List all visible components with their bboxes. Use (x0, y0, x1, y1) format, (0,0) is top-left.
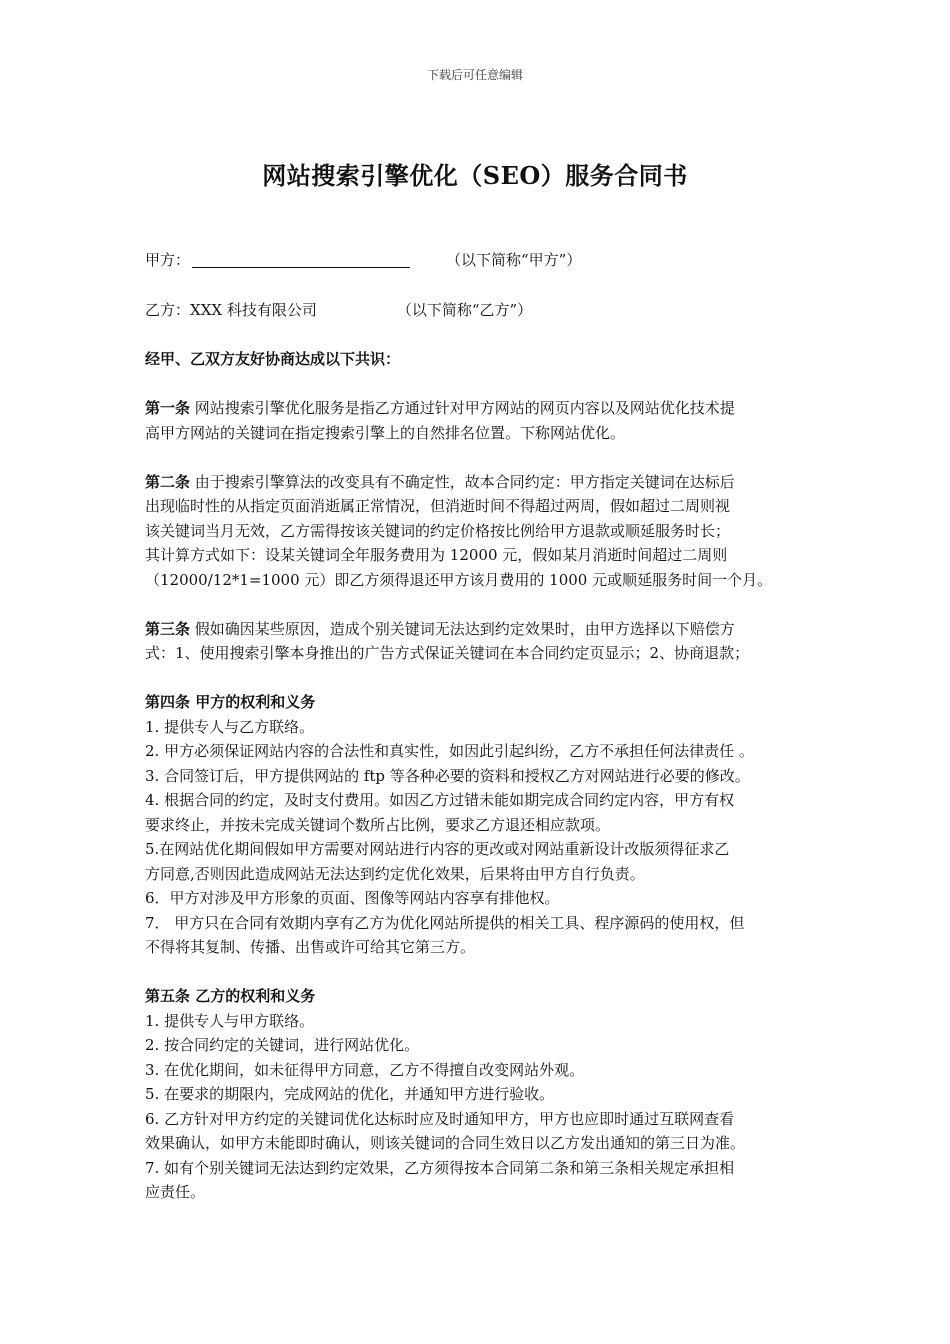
article-3-line: 式：1、使用搜索引擎本身推出的广告方式保证关键词在本合同约定页显示；2、协商退款； (145, 644, 750, 662)
article-4-item: 3. 合同签订后，甲方提供网站的 ftp 等各种必要的资料和授权乙方对网站进行必要的修改。 (145, 766, 750, 785)
document-title: 网站搜索引擎优化（SEO）服务合同书 (262, 161, 688, 190)
article-5-item: 3. 在优化期间，如未征得甲方同意，乙方不得擅自改变网站外观。 (145, 1060, 585, 1079)
article-4-heading: 第四条 甲方的权利和义务 (145, 693, 316, 711)
party-b-abbr: （以下简称“乙方”） (396, 300, 533, 319)
article-5-item: 6. 乙方针对甲方约定的关键词优化达标时应及时通知甲方，甲方也应即时通过互联网查看 (145, 1109, 735, 1128)
article-1 (145, 396, 810, 445)
article-2-heading: 第二条 (145, 472, 191, 491)
article-4 (145, 690, 810, 960)
article-5-item: 7. 如有个别关键词无法达到约定效果，乙方须得按本合同第二条和第三条相关规定承担相 (145, 1158, 735, 1177)
article-4-item: 7． 甲方只在合同有效期内享有乙方为优化网站所提供的相关工具、程序源码的使用权，但 (145, 913, 745, 932)
article-2-line: 由于搜索引擎算法的改变具有不确定性，故本合同约定：甲方指定关键词在达标后 (190, 472, 735, 491)
party-a-row (145, 248, 810, 273)
article-1-heading: 第一条 (145, 399, 191, 417)
article-2-line: 出现临时性的从指定页面消逝属正常情况，但消逝时间不得超过两周，假如超过二周则视 (145, 497, 731, 515)
party-a-blank-field (192, 250, 410, 268)
article-2-line: 该关键词当月无效，乙方需得按该关键词的约定价格按比例给甲方退款或顺延服务时长； (145, 521, 731, 540)
contract-body (145, 248, 810, 1205)
article-4-item: 不得将其复制、传播、出售或许可给其它第三方。 (145, 938, 476, 956)
intro-statement: 经甲、乙双方友好协商达成以下共识： (145, 350, 401, 368)
article-4-item: 方同意,否则因此造成网站无法达到约定优化效果，后果将由甲方自行负责。 (145, 864, 645, 883)
article-5-item: 效果确认，如甲方未能即时确认，则该关键词的合同生效日以乙方发出通知的第三日为准。 (145, 1134, 746, 1152)
article-5-item: 2. 按合同约定的关键词，进行网站优化。 (145, 1036, 420, 1054)
header-note: 下载后可任意编辑 (426, 68, 523, 82)
article-4-item: 1. 提供专人与乙方联络。 (145, 717, 315, 736)
article-4-item: 5.在网站优化期间假如甲方需要对网站进行内容的更改或对网站重新设计改版须得征求乙 (145, 840, 730, 858)
article-5-item: 1. 提供专人与甲方联络。 (145, 1011, 315, 1030)
article-3-line: 假如确因某些原因，造成个别关键词无法达到约定效果时，由甲方选择以下赔偿方 (190, 619, 735, 638)
article-2-line: （12000/12*1=1000 元）即乙方须得退还甲方该月费用的 1000 元或顺延服务时间一个月。 (145, 570, 773, 589)
party-b-row (145, 298, 810, 323)
article-5-heading: 第五条 乙方的权利和义务 (145, 987, 316, 1005)
party-b-label: 乙方： (145, 300, 191, 319)
article-3 (145, 617, 810, 666)
article-4-item: 6．甲方对涉及甲方形象的页面、图像等网站内容享有排他权。 (145, 889, 560, 907)
article-4-item: 2. 甲方必须保证网站内容的合法性和真实性，如因此引起纠纷，乙方不承担任何法律责任 。 (145, 742, 754, 760)
article-5-item: 5. 在要求的期限内，完成网站的优化，并通知甲方进行验收。 (145, 1085, 555, 1103)
article-2 (145, 470, 810, 593)
article-1-line: 高甲方网站的关键词在指定搜索引擎上的自然排名位置。下称网站优化。 (145, 423, 626, 442)
article-4-item: 4. 根据合同的约定，及时支付费用。如因乙方过错未能如期完成合同约定内容，甲方有权 (145, 791, 735, 809)
article-2-line: 其计算方式如下：设某关键词全年服务费用为 12000 元，假如某月消逝时间超过二周则 (145, 546, 728, 564)
party-b-name: XXX 科技有限公司 (190, 300, 317, 319)
party-a-label: 甲方： (145, 251, 191, 269)
article-1-line: 网站搜索引擎优化服务是指乙方通过针对甲方网站的网页内容以及网站优化技术提 (190, 399, 735, 417)
article-4-item: 要求终止，并按未完成关键词个数所占比例，要求乙方退还相应款项。 (145, 815, 611, 834)
article-3-heading: 第三条 (145, 619, 191, 638)
party-a-abbr: （以下简称“甲方”） (446, 251, 582, 269)
article-5-item: 应责任。 (145, 1183, 206, 1201)
article-5 (145, 984, 810, 1205)
